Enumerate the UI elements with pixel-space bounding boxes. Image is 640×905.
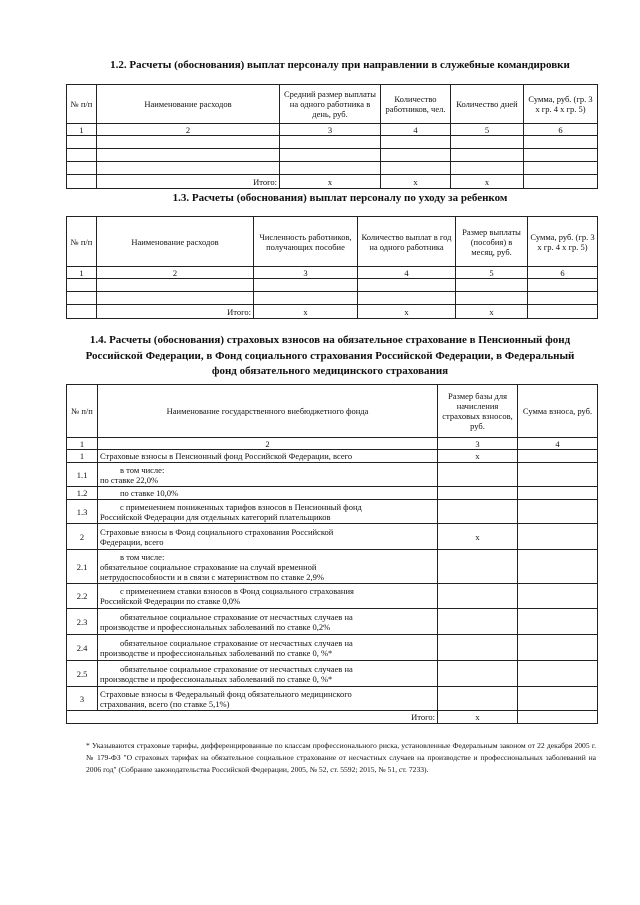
row-label: с применением пониженных тарифов взносов в Пенсионный фонд Российской Федерации для отдельных категорий плательщиков — [98, 500, 438, 524]
header-monthly-amount: Размер выплаты (пособия) в месяц, руб. — [456, 217, 528, 267]
col-number: 2 — [97, 267, 254, 279]
table-row — [67, 687, 598, 711]
empty-row — [67, 149, 598, 162]
table-row — [67, 609, 598, 635]
total-mark: х — [381, 175, 451, 189]
col-number: 2 — [98, 438, 438, 450]
total-mark: х — [456, 305, 528, 319]
row-number: 1.2 — [67, 487, 98, 500]
row-label: Страховые взносы в Федеральный фонд обязательного медицинского страхования, всего (по ставке 5,1%) — [98, 687, 438, 711]
row-label: Страховые взносы в Фонд социального страхования Российской Федерации, всего — [98, 524, 438, 550]
row-number: 3 — [67, 687, 98, 711]
table-row — [67, 487, 598, 500]
header-avg-payment: Средний размер выплаты на одного работника в день, руб. — [280, 85, 381, 124]
row-number: 2 — [67, 524, 98, 550]
insurance-contributions-table — [66, 384, 598, 724]
row-number: 1.1 — [67, 463, 98, 487]
row-number: 2.4 — [67, 635, 98, 661]
section-1-3-title: 1.3. Расчеты (обоснования) выплат персоналу по уходу за ребенком — [172, 192, 508, 204]
total-mark: х — [451, 175, 524, 189]
col-number: 4 — [381, 124, 451, 136]
header-number: № п/п — [67, 217, 97, 267]
col-number: 2 — [97, 124, 280, 136]
row-number: 2.5 — [67, 661, 98, 687]
row-number: 2.3 — [67, 609, 98, 635]
total-row — [67, 711, 598, 724]
header-sum: Сумма, руб. (гр. 3 х гр. 4 х гр. 5) — [528, 217, 598, 267]
row-number: 2.2 — [67, 584, 98, 609]
total-label: Итого: — [97, 305, 254, 319]
footnote: * Указываются страховые тарифы, дифференцированные по классам профессионального риска, установленные Федеральным законом от 22 декабря 2005 г. № 179-ФЗ "О страховых тарифах на обязательное социальное страхование от несчастных случаев на производстве и профессиональных заболеваний на 2006 год" (Собрание законодательства Российской Федерации, 2005, № 52, ст. 5592; 2015, № 51, ст. 7233). — [86, 741, 596, 774]
row-label: с применением ставки взносов в Фонд социального страхования Российской Федерации по ставке 0,0% — [98, 584, 438, 609]
header-base-size: Размер базы для начисления страховых взносов, руб. — [438, 385, 518, 438]
row-label: в том числе: обязательное социальное страхование на случай временной нетрудоспособности и в связи с материнством по ставке 2,9% — [98, 550, 438, 584]
table-row — [67, 661, 598, 687]
empty-row — [67, 279, 598, 292]
row-number: 1.3 — [67, 500, 98, 524]
header-employee-count: Численность работников, получающих пособие — [254, 217, 358, 267]
table-row — [67, 584, 598, 609]
empty-row — [67, 162, 598, 175]
total-mark: х — [358, 305, 456, 319]
table-row — [67, 463, 598, 487]
table-row — [67, 500, 598, 524]
col-number: 6 — [528, 267, 598, 279]
col-number: 3 — [438, 438, 518, 450]
empty-row — [67, 136, 598, 149]
section-1-4-title-line3: фонд обязательного медицинского страхования — [211, 365, 449, 377]
row-number: 1 — [67, 450, 98, 463]
header-number: № п/п — [67, 385, 98, 438]
col-number: 1 — [67, 124, 97, 136]
table-row — [67, 524, 598, 550]
row-label: в том числе: по ставке 22,0% — [98, 463, 438, 487]
total-mark: х — [254, 305, 358, 319]
section-1-2-title: 1.2. Расчеты (обоснования) выплат персоналу при направлении в служебные командировки — [110, 59, 570, 71]
table-row — [67, 450, 598, 463]
col-number: 4 — [358, 267, 456, 279]
row-number: 2.1 — [67, 550, 98, 584]
header-sum: Сумма, руб. (гр. 3 х гр. 4 х гр. 5) — [524, 85, 598, 124]
row-label: по ставке 10,0% — [98, 487, 438, 500]
row-base: х — [438, 524, 518, 550]
header-employee-count: Количество работников, чел. — [381, 85, 451, 124]
col-number: 6 — [524, 124, 598, 136]
col-number: 5 — [456, 267, 528, 279]
total-mark: х — [280, 175, 381, 189]
col-number: 3 — [280, 124, 381, 136]
table-row — [67, 635, 598, 661]
col-number: 1 — [67, 438, 98, 450]
header-expense-name: Наименование расходов — [97, 217, 254, 267]
total-label: Итого: — [97, 175, 280, 189]
header-expense-name: Наименование расходов — [97, 85, 280, 124]
table-row — [67, 550, 598, 584]
header-days-count: Количество дней — [451, 85, 524, 124]
col-number: 3 — [254, 267, 358, 279]
row-base: х — [438, 450, 518, 463]
header-number: № п/п — [67, 85, 97, 124]
row-label: обязательное социальное страхование от несчастных случаев на производстве и профессиональных заболеваний по ставке 0, %* — [98, 635, 438, 661]
row-label: Страховые взносы в Пенсионный фонд Российской Федерации, всего — [98, 450, 438, 463]
row-label: обязательное социальное страхование от несчастных случаев на производстве и профессиональных заболеваний по ставке 0, %* — [98, 661, 438, 687]
col-number: 4 — [518, 438, 598, 450]
section-1-4-title-line2: Российской Федерации, в Фонд социального страхования Российской Федерации, в Федеральный — [85, 350, 575, 362]
total-label: Итого: — [67, 711, 438, 724]
col-number: 5 — [451, 124, 524, 136]
header-contribution-sum: Сумма взноса, руб. — [518, 385, 598, 438]
col-number: 1 — [67, 267, 97, 279]
travel-expenses-table — [66, 84, 598, 189]
header-payments-per-year: Количество выплат в год на одного работника — [358, 217, 456, 267]
section-1-4-title-line1: 1.4. Расчеты (обоснования) страховых взносов на обязательное страхование в Пенсионный фонд — [89, 334, 571, 346]
row-label: обязательное социальное страхование от несчастных случаев на производстве и профессиональных заболеваний по ставке 0,2% — [98, 609, 438, 635]
header-fund-name: Наименование государственного внебюджетного фонда — [98, 385, 438, 438]
empty-row — [67, 292, 598, 305]
child-care-table — [66, 216, 598, 319]
total-mark: х — [438, 711, 518, 724]
